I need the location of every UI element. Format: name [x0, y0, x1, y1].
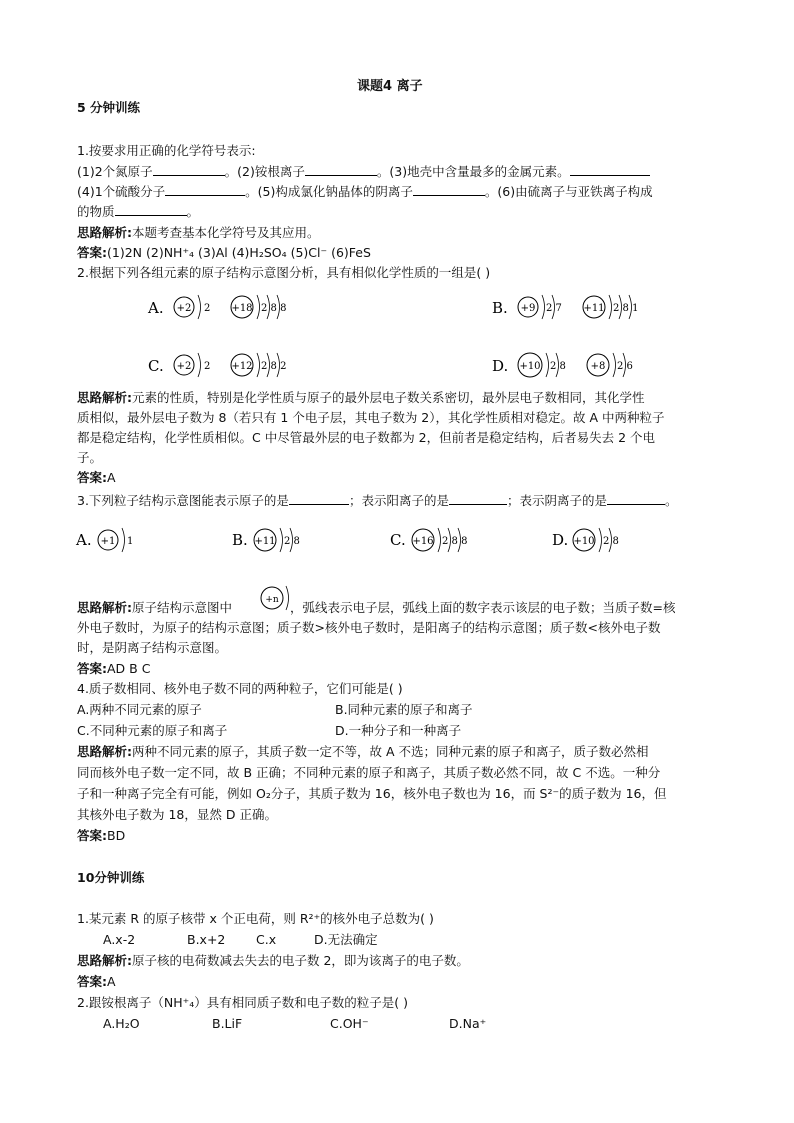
option-label: B. — [232, 531, 248, 549]
q1-answer — [77, 243, 371, 263]
q2-option-b[interactable] — [492, 295, 638, 319]
q3-prompt-part: ；表示阳离子的是 — [348, 493, 449, 508]
option-label: A. — [148, 299, 164, 317]
nucleus-label: +2 — [176, 303, 192, 314]
nucleus-label: +10 — [573, 536, 595, 547]
q1-item3-text: 。(3)地壳中含量最多的金属元素。 — [376, 164, 570, 179]
answer-text: (1)2N (2)NH⁺₄ (3)Al (4)H₂SO₄ (5)Cl⁻ (6)FeS — [107, 245, 371, 260]
q1-line1 — [77, 161, 650, 182]
answer-text: A — [107, 470, 116, 485]
q5-answer — [77, 972, 116, 992]
q6-option-c[interactable]: C.OH⁻ — [330, 1016, 369, 1031]
answer-text: BD — [107, 828, 126, 843]
q2-analysis-line2: 质相似，最外层电子数为 8（若只有 1 个电子层，其电子数为 2），其化学性质相对稳定。故 A 中两种粒子 — [77, 410, 665, 425]
q4-option-b[interactable]: B.同种元素的原子和离子 — [335, 702, 473, 717]
q2-option-c[interactable] — [148, 353, 286, 377]
answer-blank[interactable] — [607, 490, 665, 505]
q2-analysis-line3: 都是稳定结构，化学性质相似。C 中尽管最外层的电子数都为 2，但前者是稳定结构，后者易失去 2 个电 — [77, 430, 656, 445]
q3-diagrams — [70, 515, 670, 565]
q1-item4-text: (4)1个硫酸分子 — [77, 184, 166, 199]
q4-analysis-line2: 同而核外电子数一定不同，故 B 正确；不同种元素的原子和离子，其质子数必然不同，故 C 不选。一种分 — [77, 765, 661, 780]
q4-analysis-line1 — [77, 742, 649, 762]
nucleus-label: +10 — [519, 361, 541, 372]
nucleus-label: +9 — [520, 303, 536, 314]
shell-numbers: 2 8 1 — [613, 303, 639, 314]
shell-numbers: 2 8 — [603, 536, 619, 547]
option-label: A. — [76, 531, 92, 549]
q3-option-c[interactable] — [390, 528, 467, 552]
q3-analysis-cont: ，弧线表示电子层，弧线上面的数字表示该层的电子数；当质子数=核 — [290, 600, 676, 615]
nucleus-label: +2 — [176, 361, 192, 372]
shell-numbers: 2 8 — [284, 536, 300, 547]
q2-analysis-line4: 子。 — [77, 450, 103, 465]
answer-text: A — [107, 974, 116, 989]
answer-blank[interactable] — [449, 490, 507, 505]
shell-numbers: 2 8 2 — [261, 361, 287, 372]
svg-text:+n: +n — [265, 595, 279, 605]
q4-option-d[interactable]: D.一种分子和一种离子 — [335, 723, 462, 738]
option-label: D. — [492, 357, 509, 375]
q3-analysis-line2: 外电子数时，为原子的结构示意图；质子数>核外电子数时，是阳离子的结构示意图；质子数<核外电子数 — [77, 620, 661, 635]
answer-blank[interactable] — [570, 161, 650, 176]
answer-blank[interactable] — [289, 490, 349, 505]
shell-numbers: 2 8 — [550, 361, 566, 372]
option-label: D. — [552, 531, 569, 549]
q6-prompt: 2.跟铵根离子（NH⁺₄）具有相同质子数和电子数的粒子是( ) — [77, 995, 409, 1010]
q3-analysis-line3: 时，是阴离子结构示意图。 — [77, 640, 228, 655]
q1-line2 — [77, 181, 653, 202]
answer-label: 答案: — [77, 470, 107, 485]
shell-numbers: 2 6 — [617, 361, 633, 372]
nucleus-label: +11 — [254, 536, 276, 547]
q3-prompt — [77, 490, 677, 511]
q4-option-c[interactable]: C.不同种元素的原子和离子 — [77, 723, 228, 738]
q3-prompt-part: 。 — [664, 493, 678, 508]
page-title: 课题4 离子 — [357, 79, 423, 94]
q1-item1-text: (1)2个氮原子 — [77, 164, 153, 179]
q2-option-a[interactable] — [147, 295, 286, 319]
q4-option-a[interactable]: A.两种不同元素的原子 — [77, 702, 202, 717]
q4-analysis-line3: 子和一种离子完全有可能，例如 O₂分子，其质子数为 16，核外电子数也为 16，而 S²⁻的质子数为 16，但 — [77, 786, 667, 801]
q1-analysis — [77, 223, 320, 243]
analysis-label: 思路解析: — [77, 600, 132, 615]
q1-item2-text: 。(2)铵根离子 — [224, 164, 305, 179]
analysis-label: 思路解析: — [77, 744, 132, 759]
nucleus-label: +12 — [231, 361, 253, 372]
q3-prompt-part: 3.下列粒子结构示意图能表示原子的是 — [77, 493, 289, 508]
analysis-label: 思路解析: — [77, 225, 132, 240]
q3-option-b[interactable] — [232, 528, 300, 552]
analysis-label: 思路解析: — [77, 390, 132, 405]
section-heading-5min: 5 分钟训练 — [77, 100, 141, 115]
nucleus-label: +16 — [412, 536, 434, 547]
option-label: B. — [492, 299, 508, 317]
section-heading-10min: 10分钟训练 — [77, 870, 145, 885]
answer-label: 答案: — [77, 828, 107, 843]
q6-option-b[interactable]: B.LiF — [212, 1016, 243, 1031]
answer-label: 答案: — [77, 245, 107, 260]
answer-blank[interactable] — [153, 161, 225, 176]
nucleus-label: +8 — [590, 361, 606, 372]
analysis-text: 两种不同元素的原子，其质子数一定不等，故 A 不选；同种元素的原子和离子，质子数必然相 — [132, 744, 649, 759]
nucleus-label: +11 — [583, 303, 605, 314]
q3-answer — [77, 659, 150, 679]
q2-prompt: 2.根据下列各组元素的原子结构示意图分析，具有相似化学性质的一组是( ) — [77, 265, 491, 280]
analysis-text: 原子核的电荷数减去失去的电子数 2，即为该离子的电子数。 — [132, 953, 469, 968]
q5-analysis — [77, 951, 469, 971]
q6-option-d[interactable]: D.Na⁺ — [449, 1016, 487, 1031]
q1-item5-text: 。(5)构成氯化钠晶体的阴离子 — [245, 184, 413, 199]
answer-blank[interactable] — [413, 181, 485, 196]
shell-numbers: 2 — [204, 361, 211, 372]
q2-analysis-line1 — [77, 388, 645, 408]
q5-option-c[interactable]: C.x — [256, 932, 277, 947]
shell-numbers: 2 7 — [546, 303, 562, 314]
shell-numbers: 2 8 8 — [442, 536, 468, 547]
answer-blank[interactable] — [305, 161, 377, 176]
answer-label: 答案: — [77, 661, 107, 676]
q1-item6-end: 。 — [186, 204, 200, 219]
q2-answer — [77, 468, 116, 488]
q4-analysis-line4: 其核外电子数为 18，显然 D 正确。 — [77, 807, 277, 822]
analysis-text: 元素的性质，特别是化学性质与原子的最外层电子数关系密切，最外层电子数相同，其化学性 — [132, 390, 645, 405]
q1-item6-cont: 的物质 — [77, 204, 115, 219]
answer-label: 答案: — [77, 974, 107, 989]
q1-line3 — [77, 201, 199, 222]
q2-option-d[interactable] — [492, 353, 633, 377]
q4-answer — [77, 826, 125, 846]
answer-text: AD B C — [107, 661, 151, 676]
q3-analysis-line1 — [77, 598, 232, 618]
q2-diagrams — [140, 285, 660, 385]
q1-prompt: 1.按要求用正确的化学符号表示: — [77, 143, 256, 158]
q1-item6-text: 。(6)由硫离子与亚铁离子构成 — [484, 184, 653, 199]
answer-blank[interactable] — [165, 181, 245, 196]
nucleus-label: +18 — [231, 303, 253, 314]
shell-numbers: 2 — [204, 303, 211, 314]
shell-numbers: 2 8 8 — [261, 303, 287, 314]
q3-option-a[interactable] — [75, 528, 133, 552]
nucleus-label: +1 — [100, 536, 116, 547]
analysis-text: 本题考查基本化学符号及其应用。 — [132, 225, 320, 240]
q6-option-a[interactable]: A.H₂O — [103, 1016, 140, 1031]
option-label: C. — [390, 531, 406, 549]
q5-prompt: 1.某元素 R 的原子核带 x 个正电荷，则 R²⁺的核外电子总数为( ) — [77, 911, 434, 926]
shell-numbers: 1 — [127, 536, 134, 547]
q5-option-d[interactable]: D.无法确定 — [314, 932, 378, 947]
q5-option-a[interactable]: A.x-2 — [103, 932, 136, 947]
option-label: C. — [148, 357, 164, 375]
analysis-text: 原子结构示意图中 — [132, 600, 233, 615]
analysis-label: 思路解析: — [77, 953, 132, 968]
nucleus-symbol-icon — [258, 578, 294, 618]
q4-prompt: 4.质子数相同、核外电子数不同的两种粒子，它们可能是( ) — [77, 681, 403, 696]
q3-option-d[interactable] — [552, 528, 619, 552]
q3-prompt-part: ；表示阴离子的是 — [506, 493, 607, 508]
answer-blank[interactable] — [115, 201, 187, 216]
q5-option-b[interactable]: B.x+2 — [187, 932, 226, 947]
